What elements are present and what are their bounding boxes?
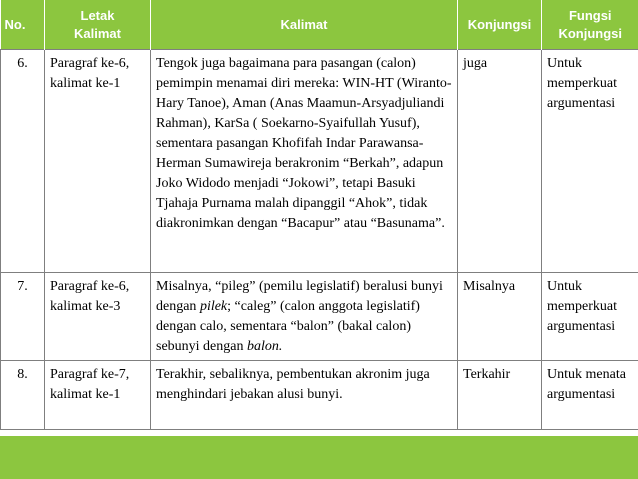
kalimat-italic-pilek: pilek (199, 299, 228, 314)
cell-letak: Paragraf ke-6, kalimat ke-3 (45, 273, 151, 361)
header-fungsi-konjungsi (542, 0, 638, 50)
cell-konjungsi: Terkahir (458, 361, 542, 430)
header-letak-line1: Letak (80, 7, 115, 23)
cell-kalimat: Terakhir, sebaliknya, pembentukan akronim juga menghindari jebakan alusi bunyi. (151, 361, 458, 430)
cell-letak: Paragraf ke-6, kalimat ke-1 (45, 50, 151, 273)
table-row (1, 50, 638, 273)
table-header-row (1, 0, 638, 50)
header-letak-kalimat (45, 0, 151, 50)
header-kalimat: Kalimat (151, 0, 458, 50)
header-konjungsi: Konjungsi (458, 0, 542, 50)
cell-fungsi: Untuk menata argumentasi (542, 361, 638, 430)
cell-fungsi: Untuk memperkuat argumentasi (542, 273, 638, 361)
bottom-accent-bar (0, 436, 638, 479)
cell-konjungsi: juga (458, 50, 542, 273)
header-fungsi-line1: Fungsi (568, 7, 612, 23)
cell-no: 8. (1, 361, 45, 430)
kalimat-italic-balon: balon. (246, 339, 283, 354)
header-fungsi-line2: Konjungsi (558, 25, 623, 41)
kalimat-text-part1: Misalnya, “pileg” (pemilu legislatif) beralusi bunyi dengan (156, 279, 443, 314)
cell-konjungsi: Misalnya (458, 273, 542, 361)
cell-no: 7. (1, 273, 45, 361)
table-row (1, 361, 638, 430)
cell-fungsi: Untuk memperkuat argumentasi (542, 50, 638, 273)
cell-no: 6. (1, 50, 45, 273)
kalimat-text-part2: ; “caleg” (calon anggota legislatif) dengan calo, sementara “balon” (bakal calon) sebunyi dengan (156, 299, 420, 354)
header-letak-line2: Kalimat (74, 25, 121, 41)
table-row (1, 273, 638, 361)
cell-kalimat (151, 273, 458, 361)
header-no: No. (1, 0, 45, 50)
cell-kalimat: Tengok juga bagaimana para pasangan (calon) pemimpin menamai diri mereka: WIN-HT (Wiranto-Hary Tanoe), Aman (Anas Maamun-Arsyadjuliandi Rahman), KarSa ( Soekarno-Syaifullah Yusuf), sementara pasangan Khofifah Indar Parawansa-Herman Sumawireja berakronim “Berkah”, adapun Joko Widodo menjadi “Jokowi”, tetapi Basuki Tjahaja Purnama malah dipanggil “Ahok”, tidak diakronimkan dengan “Bacapur” atau “Basunama”. (151, 50, 458, 273)
cell-letak: Paragraf ke-7, kalimat ke-1 (45, 361, 151, 430)
